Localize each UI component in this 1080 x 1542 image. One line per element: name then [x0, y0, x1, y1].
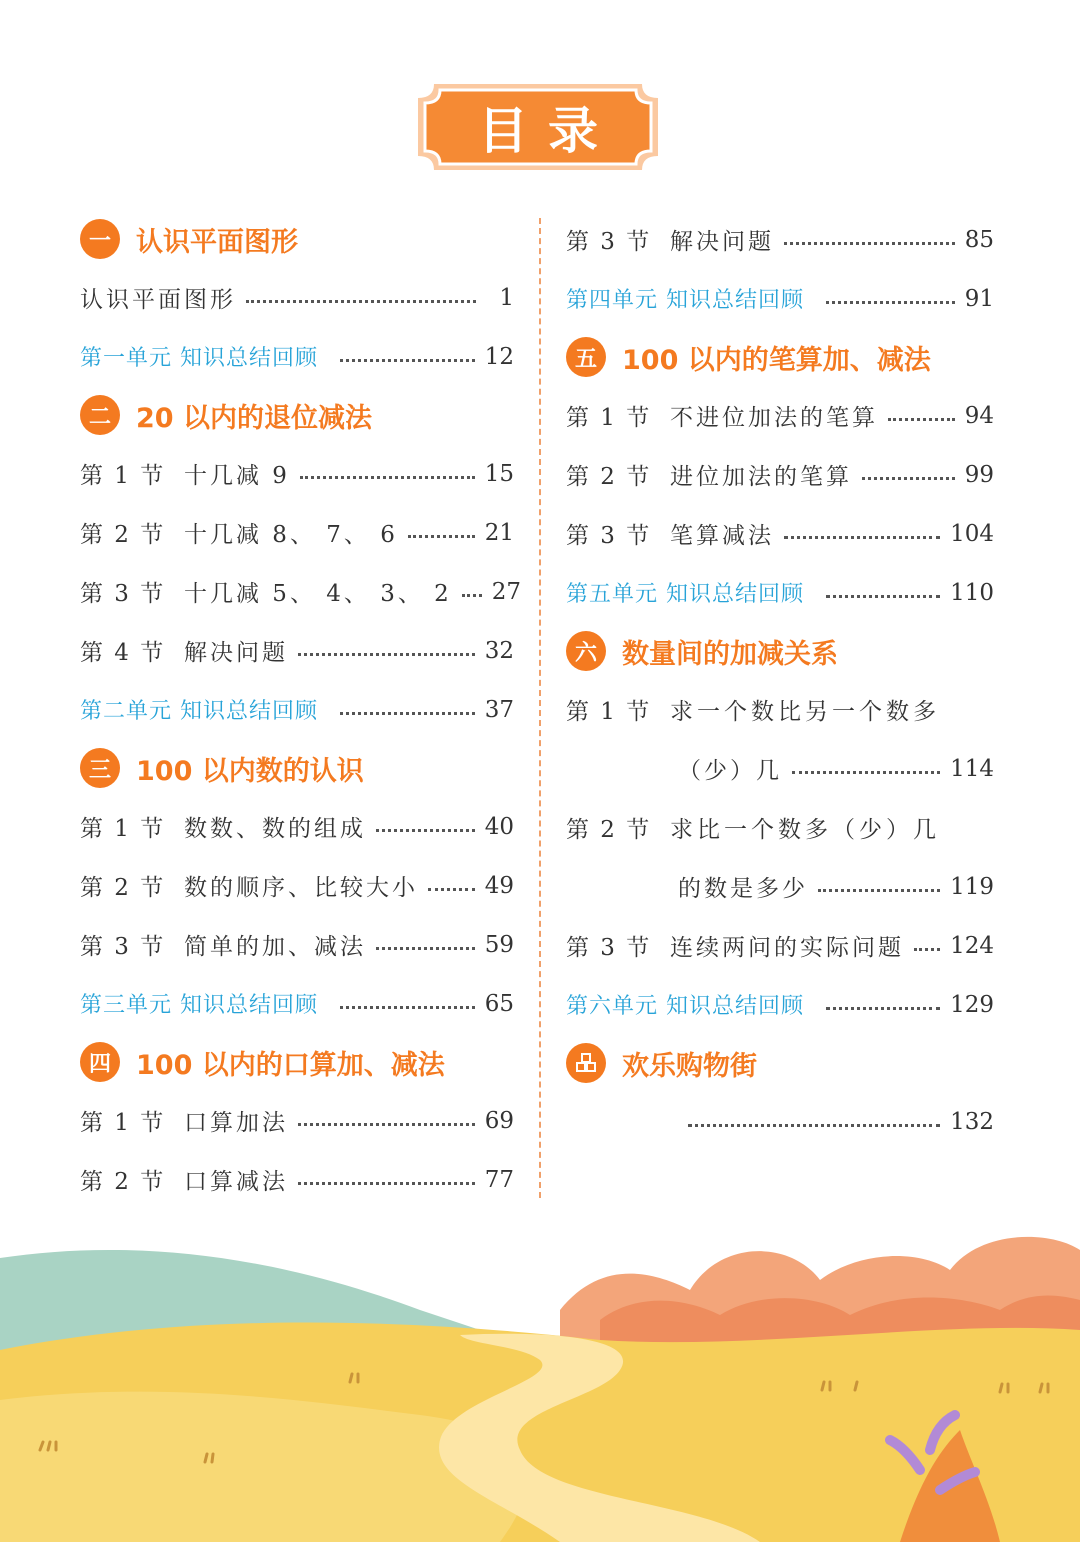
entry-text: 十几减 5、 4、 3、 2 — [184, 581, 452, 607]
toc-entry[interactable] — [80, 1091, 514, 1150]
section-label: 第 1 节 — [80, 816, 166, 842]
cubes-icon — [566, 1043, 606, 1083]
page-title: 目录 — [478, 102, 618, 160]
chapter-number-badge: 五 — [566, 337, 606, 377]
toc-entry[interactable] — [566, 857, 994, 916]
entry-text: 不进位加法的笔算 — [670, 405, 878, 431]
entry-text: 笔算减法 — [670, 523, 774, 549]
toc-entry[interactable] — [566, 445, 994, 504]
page-number: 132 — [950, 1108, 994, 1135]
page-number: 69 — [484, 1107, 514, 1134]
column-divider — [539, 218, 541, 1198]
section-label: 第 2 节 — [80, 1169, 166, 1195]
entry-text: 数的顺序、比较大小 — [184, 875, 418, 901]
dot-leader — [818, 889, 940, 892]
entry-text: 第五单元 知识总结回顾 — [566, 582, 804, 607]
entry-text: 连续两问的实际问题 — [670, 935, 904, 961]
page-number: 99 — [964, 461, 994, 488]
entry-text: 口算加法 — [184, 1110, 288, 1136]
entry-text: 第一单元 知识总结回顾 — [80, 346, 318, 371]
dot-leader — [340, 1006, 475, 1009]
page-number: 40 — [484, 813, 514, 840]
page-number: 124 — [950, 932, 994, 959]
unit-review-entry[interactable] — [566, 975, 994, 1034]
toc-entry[interactable] — [80, 797, 514, 856]
page-number: 94 — [964, 402, 994, 429]
dot-leader — [300, 476, 475, 479]
entry-text: 的数是多少 — [678, 876, 808, 902]
chapter-title: 欢乐购物街 — [622, 1050, 757, 1082]
toc-entry[interactable] — [566, 386, 994, 445]
toc-entry[interactable] — [80, 503, 514, 562]
dot-leader — [298, 1123, 475, 1126]
chapter-heading[interactable] — [566, 622, 994, 680]
toc-entry[interactable] — [80, 562, 522, 621]
entry-text: 十几减 9 — [184, 463, 290, 489]
entry-text: 十几减 8、 7、 6 — [184, 522, 398, 548]
section-label: 第 1 节 — [566, 405, 652, 431]
toc-entry[interactable] — [80, 268, 514, 327]
entry-text: 第六单元 知识总结回顾 — [566, 994, 804, 1019]
chapter-title: 数量间的加减关系 — [622, 638, 838, 670]
dot-leader — [826, 1007, 940, 1010]
dot-leader — [862, 477, 955, 480]
page-number: 32 — [484, 637, 514, 664]
page-number: 59 — [484, 931, 514, 958]
chapter-heading[interactable] — [566, 328, 994, 386]
page-number: 21 — [484, 519, 514, 546]
section-label: 第 2 节 — [80, 522, 166, 548]
toc-entry[interactable] — [566, 916, 994, 975]
toc-entry[interactable] — [566, 739, 994, 798]
dot-leader — [376, 829, 475, 832]
entry-text: （少）几 — [678, 758, 782, 784]
unit-review-entry[interactable] — [80, 974, 514, 1033]
toc-entry[interactable] — [566, 680, 994, 739]
section-label: 第 1 节 — [80, 1110, 166, 1136]
chapter-number-badge: 四 — [80, 1042, 120, 1082]
toc-entry[interactable] — [566, 1092, 994, 1151]
section-label: 第 2 节 — [566, 817, 652, 843]
entry-text: 数数、数的组成 — [184, 816, 366, 842]
section-label: 第 3 节 — [566, 523, 652, 549]
chapter-title: 100 以内的笔算加、减法 — [622, 344, 931, 376]
section-label: 第 1 节 — [80, 463, 166, 489]
section-label: 第 2 节 — [566, 464, 652, 490]
entry-text: 简单的加、减法 — [184, 934, 366, 960]
unit-review-entry[interactable] — [566, 269, 994, 328]
dot-leader — [298, 653, 475, 656]
unit-review-entry[interactable] — [80, 680, 514, 739]
landscape-illustration — [0, 1200, 1080, 1542]
chapter-heading[interactable] — [80, 1033, 514, 1091]
entry-text: 解决问题 — [670, 229, 774, 255]
unit-review-entry[interactable] — [80, 327, 514, 386]
entry-text: 第三单元 知识总结回顾 — [80, 993, 318, 1018]
chapter-number-badge: 一 — [80, 219, 120, 259]
dot-leader — [340, 359, 475, 362]
toc-entry[interactable] — [80, 444, 514, 503]
page-number: 91 — [964, 285, 994, 312]
entry-text: 第二单元 知识总结回顾 — [80, 699, 318, 724]
chapter-number-badge: 二 — [80, 395, 120, 435]
chapter-number-badge: 三 — [80, 748, 120, 788]
page-number: 1 — [499, 284, 514, 311]
toc-left-column — [80, 210, 522, 1209]
dot-leader — [246, 300, 476, 303]
chapter-title: 100 以内的口算加、减法 — [136, 1049, 445, 1081]
page-number: 15 — [484, 460, 514, 487]
page-number: 27 — [491, 578, 522, 605]
chapter-title: 100 以内数的认识 — [136, 755, 364, 787]
dot-leader — [784, 536, 940, 539]
page-number: 37 — [484, 696, 514, 723]
dot-leader — [784, 242, 955, 245]
page-number: 77 — [484, 1166, 514, 1193]
dot-leader — [462, 594, 482, 597]
entry-text: 解决问题 — [184, 640, 288, 666]
toc-entry[interactable] — [80, 856, 514, 915]
dot-leader — [340, 712, 475, 715]
unit-review-entry[interactable] — [566, 563, 994, 622]
toc-entry[interactable] — [80, 915, 514, 974]
chapter-title: 认识平面图形 — [136, 226, 298, 258]
page-number: 104 — [950, 520, 994, 547]
chapter-heading[interactable] — [80, 739, 514, 797]
section-label: 第 1 节 — [566, 699, 652, 725]
chapter-title: 20 以内的退位减法 — [136, 402, 372, 434]
entry-text: 求一个数比另一个数多 — [670, 699, 940, 725]
section-label: 第 4 节 — [80, 640, 166, 666]
dot-leader — [826, 301, 955, 304]
entry-text: 口算减法 — [184, 1169, 288, 1195]
dot-leader — [376, 947, 475, 950]
page-number: 119 — [950, 873, 994, 900]
toc-title-banner — [418, 84, 658, 170]
section-label: 第 3 节 — [80, 581, 166, 607]
page-number: 65 — [484, 990, 514, 1017]
chapter-heading[interactable] — [566, 1034, 994, 1092]
chapter-number-badge: 六 — [566, 631, 606, 671]
page-number: 110 — [950, 579, 994, 606]
dot-leader — [428, 888, 475, 891]
chapter-heading[interactable] — [80, 386, 514, 444]
dot-leader — [408, 535, 475, 538]
toc-entry[interactable] — [566, 504, 994, 563]
section-label: 第 2 节 — [80, 875, 166, 901]
dot-leader — [888, 418, 955, 421]
entry-text: 进位加法的笔算 — [670, 464, 852, 490]
dot-leader — [298, 1182, 475, 1185]
section-label: 第 3 节 — [80, 934, 166, 960]
entry-text: 第四单元 知识总结回顾 — [566, 288, 804, 313]
page-number: 49 — [484, 872, 514, 899]
toc-entry[interactable] — [566, 210, 994, 269]
page-number: 129 — [950, 991, 994, 1018]
toc-right-column — [566, 210, 994, 1151]
entry-text: 求比一个数多（少）几 — [670, 817, 940, 843]
dot-leader — [826, 595, 940, 598]
section-label: 第 3 节 — [566, 935, 652, 961]
chapter-heading[interactable] — [80, 210, 514, 268]
section-label: 第 3 节 — [566, 229, 652, 255]
page-number: 85 — [964, 226, 994, 253]
toc-entry[interactable] — [566, 798, 994, 857]
dot-leader — [792, 771, 940, 774]
page-number: 114 — [950, 755, 994, 782]
entry-text: 认识平面图形 — [80, 287, 236, 313]
dot-leader — [914, 948, 940, 951]
toc-entry[interactable] — [80, 621, 514, 680]
dot-leader — [688, 1124, 940, 1127]
page-number: 12 — [484, 343, 514, 370]
